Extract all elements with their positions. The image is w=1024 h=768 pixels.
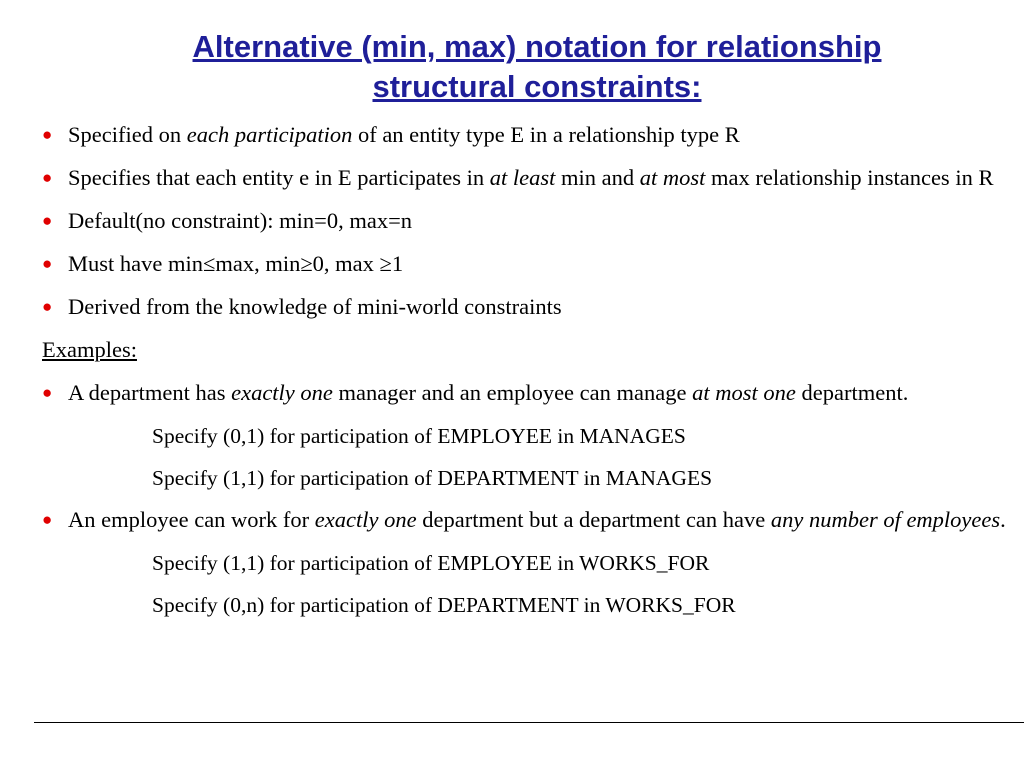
example-spec-line: Specify (0,n) for participation of DEPARTMENT in WORKS_FOR: [152, 593, 736, 617]
bottom-divider: [34, 722, 1024, 723]
bullet-text-emphasis: each participation: [186, 122, 353, 147]
bullet-dot-icon: ●: [42, 254, 53, 273]
bullet-text-part: Specifies that each entity e in E participates in: [68, 165, 490, 190]
example-text-emphasis: any number of employees: [770, 507, 1001, 532]
bullet-item: [42, 203, 1017, 239]
example-spec-line: Specify (1,1) for participation of DEPARTMENT in MANAGES: [152, 466, 713, 490]
bullet-dot-icon: ●: [42, 297, 53, 316]
example-text: [68, 502, 1017, 538]
bullet-item: [42, 289, 1017, 325]
bullet-dot-icon: ●: [42, 383, 53, 402]
example-text-part: A department has: [68, 380, 232, 405]
example-text: [68, 375, 1017, 411]
bullet-item: [42, 246, 1017, 282]
bullet-text-part: Specified on: [68, 122, 187, 147]
bullet-item: [42, 117, 1017, 153]
bullet-text: [68, 117, 1017, 153]
example-spec-line: Specify (1,1) for participation of EMPLOYEE in WORKS_FOR: [152, 551, 710, 575]
bullet-dot-icon: ●: [42, 211, 53, 230]
bullet-text: Default(no constraint): min=0, max=n: [68, 208, 413, 233]
example-spec-line: Specify (0,1) for participation of EMPLOYEE in MANAGES: [152, 424, 686, 448]
example-text-emphasis: exactly one: [231, 380, 333, 405]
example-text-part: An employee can work for: [68, 507, 315, 532]
bullet-item: [42, 160, 1017, 196]
bullet-text: Derived from the knowledge of mini-world constraints: [68, 294, 562, 319]
slide-title-line-1: Alternative (min, max) notation for relationship: [192, 29, 882, 64]
example-item: [42, 375, 1017, 411]
bullet-text-part: max relationship instances in R: [705, 165, 994, 190]
bullet-text: [68, 160, 1017, 196]
slide-body: [42, 117, 1017, 629]
bullet-dot-icon: ●: [42, 125, 53, 144]
example-text-part: .: [1000, 507, 1006, 532]
example-text-part: department.: [795, 380, 909, 405]
slide-title-line-2: structural constraints:: [372, 69, 702, 104]
example-text-emphasis: at most one: [692, 380, 796, 405]
slide-title: [0, 27, 1024, 107]
bullet-dot-icon: ●: [42, 510, 53, 529]
examples-heading: Examples:: [42, 337, 137, 362]
bullet-text: Must have min≤max, min≥0, max ≥1: [68, 251, 404, 276]
bullet-text-emphasis: at least: [489, 165, 556, 190]
example-item: [42, 502, 1017, 538]
bullet-text-part: min and: [555, 165, 640, 190]
example-text-part: manager and an employee can manage: [332, 380, 693, 405]
bullet-text-emphasis: at most: [639, 165, 706, 190]
bullet-dot-icon: ●: [42, 168, 53, 187]
bullet-text-part: of an entity type E in a relationship type R: [352, 122, 740, 147]
example-text-part: department but a department can have: [416, 507, 771, 532]
example-text-emphasis: exactly one: [314, 507, 417, 532]
